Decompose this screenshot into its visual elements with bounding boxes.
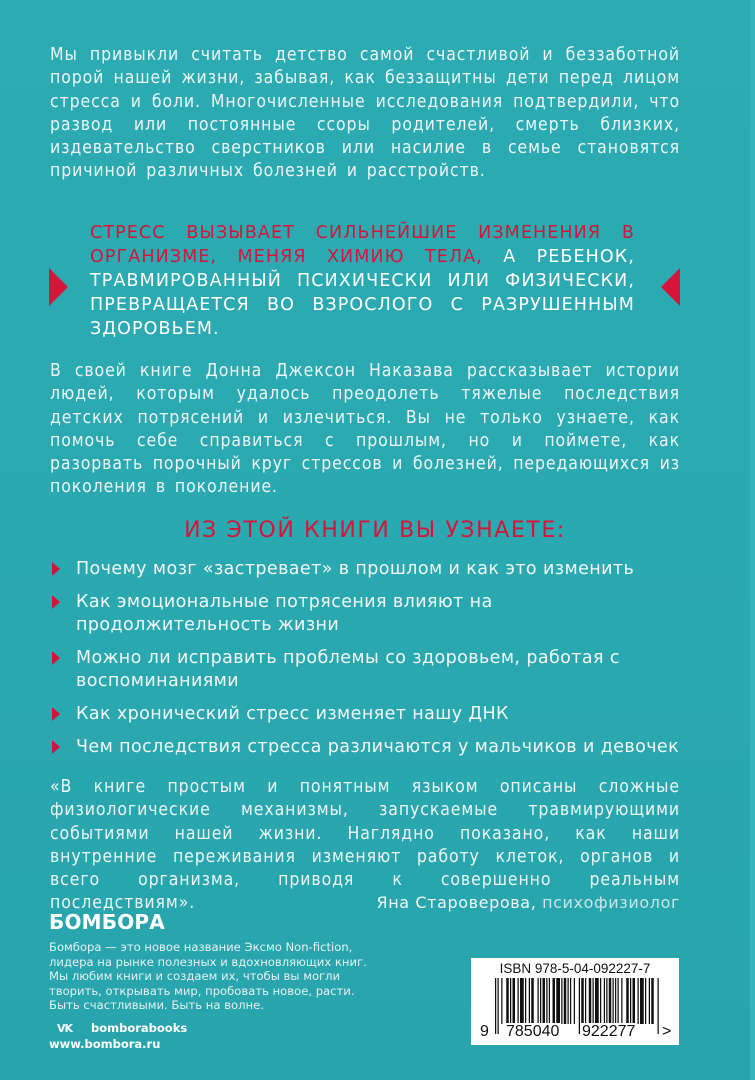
bullet-triangle-icon <box>52 562 60 576</box>
barcode-bar <box>649 978 650 1024</box>
barcode-bar <box>621 978 622 1024</box>
list-item-text: Как хронический стресс изменяет нашу ДНК <box>76 704 509 724</box>
cover-edge <box>750 0 755 1080</box>
barcode-bar <box>531 978 534 1024</box>
barcode-bar <box>498 978 499 1034</box>
barcode-bar <box>589 978 592 1024</box>
barcode-bar <box>506 978 509 1024</box>
barcode-bar <box>651 978 654 1024</box>
barcode-bar <box>579 978 580 1034</box>
barcode-bar <box>574 978 575 1024</box>
quote-author-role: психофизиолог <box>536 893 680 912</box>
isbn-marker: > <box>662 1023 672 1040</box>
barcode-bar <box>626 978 629 1024</box>
barcode-bar <box>561 978 562 1024</box>
vk-logo-icon: VK <box>57 1021 73 1035</box>
list-item <box>50 703 690 726</box>
learn-list <box>50 558 690 769</box>
barcode-bar <box>525 978 526 1024</box>
publisher-description-line: Быть счастливыми. Быть на волне. <box>49 998 264 1013</box>
callout-right-triangle-icon <box>661 268 680 306</box>
barcode-bar <box>568 978 569 1024</box>
barcode-bar <box>553 978 556 1024</box>
barcode-bar <box>593 978 594 1024</box>
list-item-text: Почему мозг «застревает» в прошлом и как это изменить <box>76 559 635 579</box>
barcode-bar <box>658 978 659 1034</box>
barcode-bar <box>543 978 546 1024</box>
barcode-bar <box>613 978 614 1024</box>
publisher-logo: БОМБОРА <box>49 910 165 934</box>
barcode-bar <box>570 978 571 1024</box>
barcode-bar <box>600 978 601 1024</box>
barcode-bar <box>609 978 612 1024</box>
publisher-description-line: творить, открывать мир, пробовать новое, расти. <box>49 983 355 998</box>
bullet-triangle-icon <box>52 707 60 721</box>
barcode-bar <box>564 978 567 1024</box>
list-item <box>50 558 690 581</box>
barcode-bar <box>513 978 516 1024</box>
publisher-description <box>49 940 369 1013</box>
callout-rest: А РЕБЕНОК, ТРАВМИРОВАННЫЙ ПСИХИЧЕСКИ ИЛИ ФИЗИЧЕСКИ, ПРЕВРАЩАЕТСЯ ВО ВЗРОСЛОГО С РАЗРУШЕННЫМ ЗДОРОВЬЕМ. <box>90 247 635 339</box>
list-item-text: Чем последствия стресса различаются у мальчиков и девочек <box>76 737 680 757</box>
barcode-bar <box>495 978 496 1034</box>
list-item-text: Как эмоциональные потрясения влияют на продолжительность жизни <box>76 592 493 635</box>
barcode-bar <box>606 978 607 1024</box>
barcode-bar <box>615 978 616 1024</box>
barcode-bar <box>520 978 524 1024</box>
barcode-bar <box>529 978 530 1024</box>
list-item <box>50 647 690 693</box>
isbn-digit-first: 9 <box>480 1023 489 1040</box>
barcode-bar <box>501 978 502 1024</box>
list-item <box>50 591 690 637</box>
barcode-bar <box>618 978 619 1024</box>
barcode-bar <box>633 978 636 1024</box>
callout-block <box>90 221 635 341</box>
quote-author: Яна Староверова, <box>376 893 537 912</box>
barcode-bar <box>549 978 550 1024</box>
publisher-description-line: Мы любим книги и создаем их, чтобы вы могли <box>49 969 341 984</box>
bullet-triangle-icon <box>52 595 60 609</box>
list-item <box>50 736 690 759</box>
barcode-bar <box>510 978 511 1024</box>
story-paragraph: В своей книге Донна Джексон Наказава рассказывает истории людей, которым удалось преодолеть тяжелые последствия детских потрясений и излечиться. Вы не только узнаете, как помочь себе справиться с прошлым, но и поймете, как разорвать порочный круг стрессов и болезней, передающихся из поколения в поколение. <box>50 361 680 498</box>
isbn-digits-left: 785040 <box>506 1023 560 1040</box>
publisher-description-line: Бомбора — это новое название Эксмо Non-fiction, <box>49 940 353 954</box>
quote-attribution <box>377 893 680 912</box>
learn-heading: ИЗ ЭТОЙ КНИГИ ВЫ УЗНАЕТЕ: <box>184 518 566 543</box>
barcode-bar <box>638 978 639 1024</box>
callout-highlight: СТРЕСС ВЫЗЫВАЕТ СИЛЬНЕЙШИЕ ИЗМЕНЕНИЯ В ОРГАНИЗМЕ, МЕНЯЯ ХИМИЮ ТЕЛА, <box>90 223 635 267</box>
barcode-bar <box>546 978 547 1024</box>
bullet-triangle-icon <box>52 651 60 665</box>
barcode-bar <box>640 978 644 1024</box>
barcode-bar <box>595 978 599 1024</box>
intro-paragraph: Мы привыкли считать детство самой счастливой и беззаботной порой нашей жизни, забывая, как беззащитны дети перед лицом стресса и боли. Многочисленные исследования подтвердили, что развод или постоянные ссоры родителей, смерть близких, издевательство сверстников или насилие в семье становятся причиной различных болезней и расстройств. <box>50 45 680 182</box>
barcode-bar <box>538 978 539 1024</box>
isbn-label: ISBN 978-5-04-092227-7 <box>499 961 651 976</box>
review-quote: «В книге простым и понятным языком описаны сложные физиологические механизмы, запускаемые травмирующими событиями нашей жизни. Наглядно показано, как наши внутренние переживания изменяют работу клеток, органов и всего организма, приводя к совершенно реальным последствиям». <box>50 777 680 914</box>
publisher-description-line: лидера на рынке полезных и вдохновляющих книг. <box>49 954 367 969</box>
vk-handle-link[interactable]: bomborabooks <box>91 1021 188 1035</box>
website-link[interactable]: www.bombora.ru <box>49 1037 161 1051</box>
callout-left-triangle-icon <box>49 268 68 306</box>
isbn-digits-right: 922277 <box>582 1023 636 1040</box>
barcode-bar <box>585 978 586 1024</box>
barcode-bar <box>581 978 584 1024</box>
barcode-bar <box>540 978 541 1024</box>
list-item-text: Можно ли исправить проблемы со здоровьем, работая с воспоминаниями <box>76 648 620 691</box>
barcode-bar <box>518 978 519 1024</box>
barcode-bar <box>604 978 605 1024</box>
barcode-bar <box>556 978 560 1024</box>
barcode-bar <box>630 978 631 1024</box>
bullet-triangle-icon <box>52 740 60 754</box>
barcode-bar <box>645 978 646 1024</box>
publisher-links <box>49 1020 187 1052</box>
isbn-barcode <box>471 958 679 1045</box>
